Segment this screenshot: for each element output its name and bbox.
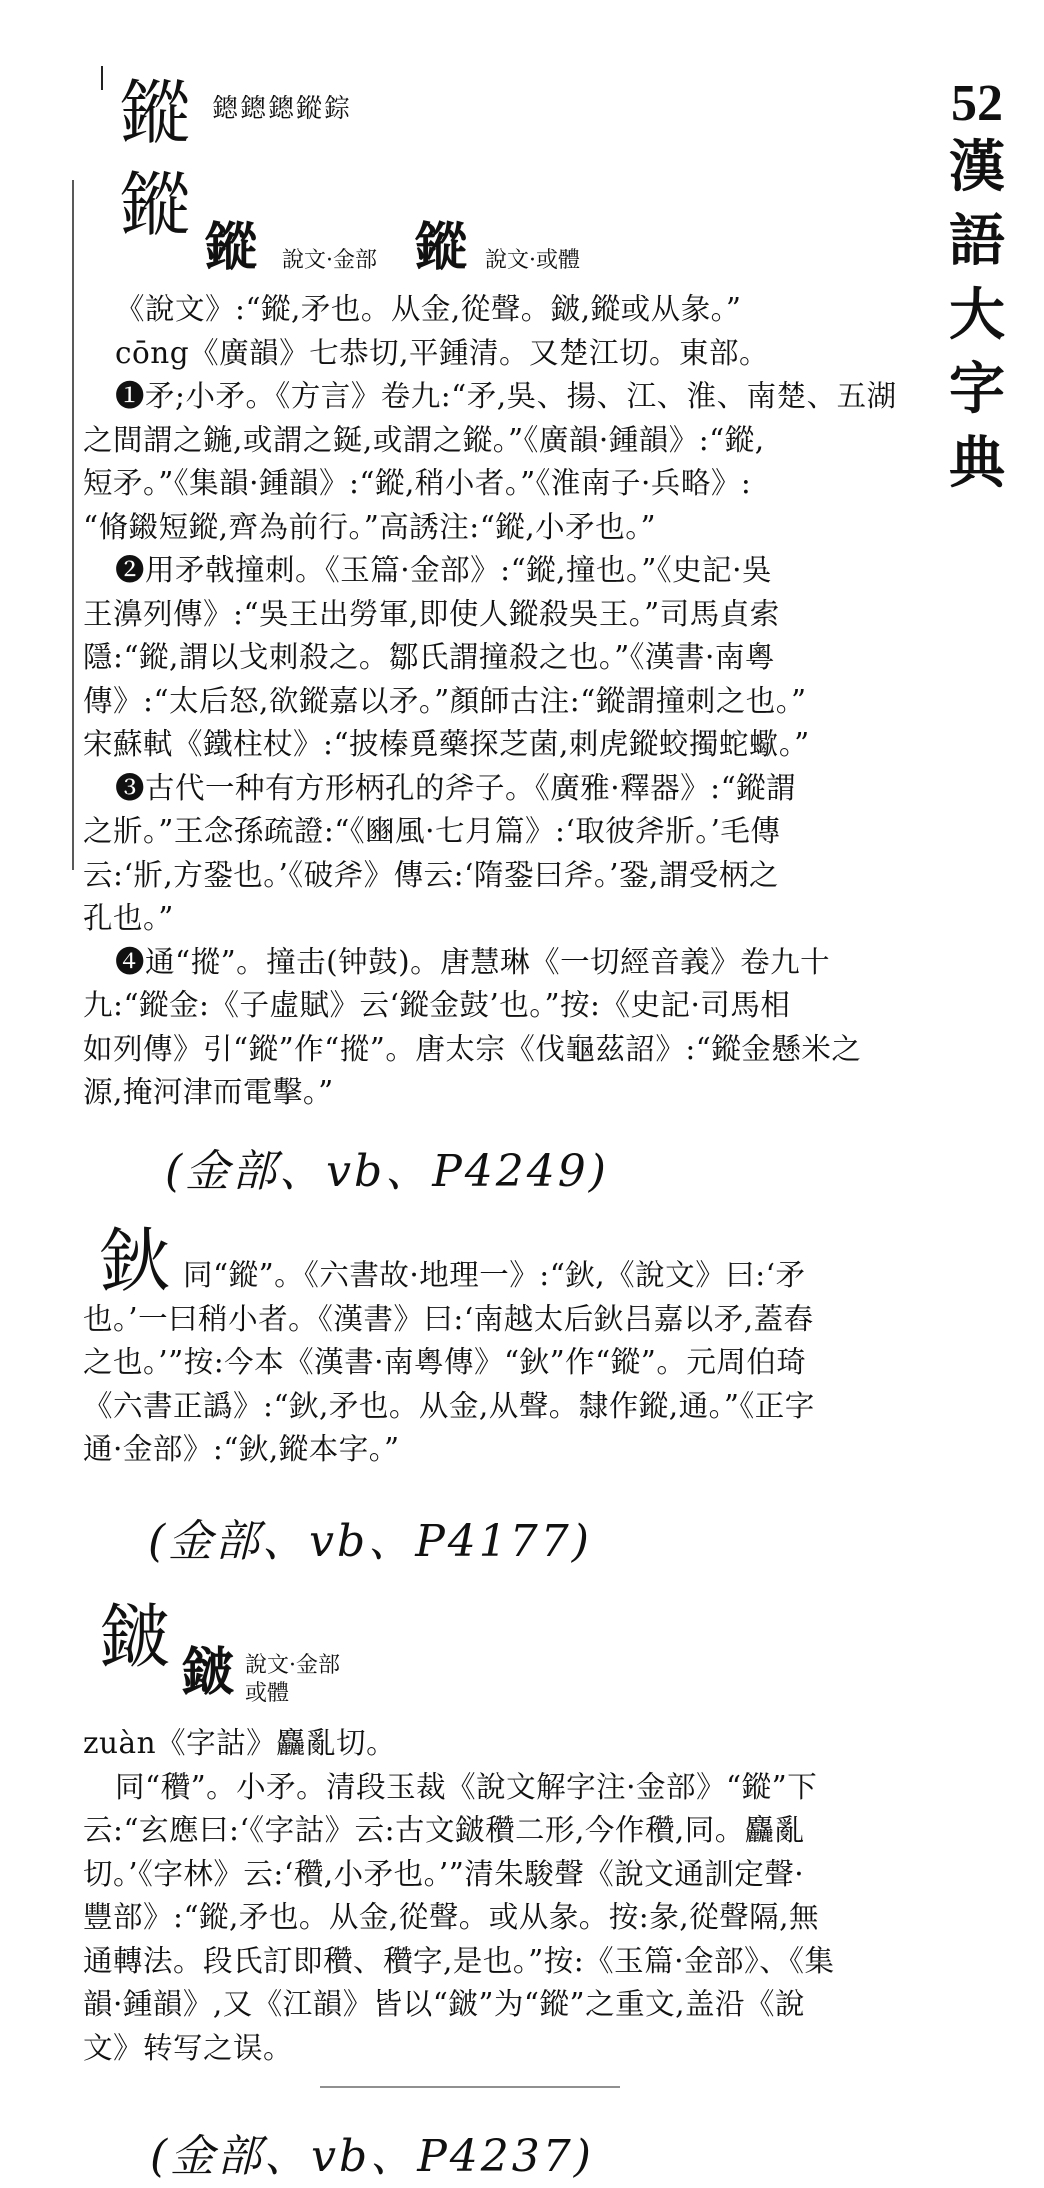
title-char-5: 典	[949, 430, 1005, 496]
entry2-line: 之也。’”按:今本《漢書·南粵傳》“鈥”作“鏦”。元周伯琦	[83, 1345, 807, 1379]
entry1-handwritten-note: (金部、vb、P4249)	[165, 1146, 609, 1197]
margin-tick	[101, 66, 103, 90]
entry3-line: 韻·鍾韻》,又《江韻》皆以“𨨏”为“鏦”之重文,盖沿《說	[83, 1987, 805, 2021]
entry1-line: 王濞列傳》:“吳王出勞軍,即使人鏦殺吳王。”司馬貞索	[83, 596, 780, 631]
entry2-line: 也。’一曰稍小者。《漢書》曰:‘南越太后鈥吕嘉以矛,蓋舂	[83, 1301, 814, 1336]
entry1-line: 如列傳》引“鏦”作“摐”。唐太宗《伐龜茲詔》:“鏦金懸米之	[83, 1031, 862, 1066]
title-char-4: 字	[949, 356, 1005, 422]
entry3-line: 文》转写之误。	[83, 2030, 294, 2065]
entry3-line: 切。’《字林》云:‘穳,小矛也。’”清朱駿聲《說文通訓定聲·	[83, 1856, 805, 1891]
entry1-line: 源,掩河津而電擊。”	[83, 1075, 334, 1109]
entry1-line: ❹通“摐”。撞击(钟鼓)。唐慧琳《一切經音義》卷九十	[115, 944, 831, 979]
entry1-line: 《說文》:“鏦,矛也。从金,從聲。𨨏,鏦或从彖。”	[115, 292, 742, 326]
entry1-line: ❷用矛戟撞刺。《玉篇·金部》:“鏦,撞也。”《史記·吳	[115, 553, 772, 587]
entry1-headword: 鏦	[120, 164, 190, 246]
entry3-definition	[83, 1722, 913, 2070]
entry3-line: zuàn《字詁》麤亂切。	[83, 1726, 397, 1760]
margin-rule	[72, 180, 74, 870]
entry3-seal-glyph: 𨨏	[182, 1642, 235, 1703]
entry2-line: 同“鏦”。《六書故·地理一》:“鈥,《說文》曰:‘矛	[183, 1258, 806, 1292]
entry2-handwritten-note: (金部、vb、P4177)	[148, 1516, 592, 1567]
title-char-1: 漢	[949, 134, 1005, 200]
title-char-3: 大	[949, 282, 1005, 348]
entry1-line: cōng《廣韻》七恭切,平鍾清。又楚江切。東部。	[115, 335, 770, 370]
entry2-headword: 鈥	[100, 1220, 170, 1302]
entry1-line: 孔也。”	[83, 901, 174, 935]
entry3-seal-label-variant: 或體	[245, 1681, 290, 1706]
entry1-line: 宋蘇軾《鐵柱杖》:“披榛覓藥探芝菌,刺虎鏦蛟擉蛇蠍。”	[83, 727, 810, 761]
entry1-line: 隱:“鏦,謂以戈刺殺之。鄒氏謂撞殺之也。”《漢書·南粵	[83, 640, 775, 674]
title-char-2: 語	[949, 208, 1005, 274]
entry1-definition	[83, 288, 913, 1115]
entry1-seal-glyph: 鏦	[205, 217, 258, 278]
side-title	[944, 75, 1010, 500]
entry1-variant-seal-label: 說文·或體	[485, 248, 580, 273]
entry3-line: 豐部》:“鏦,矛也。从金,從聲。或从彖。按:彖,從聲隔,無	[83, 1900, 819, 1934]
entry3-seal-label: 說文·金部	[245, 1653, 340, 1678]
entry1-variant-seal-glyph: 鏦	[415, 217, 468, 278]
entry1-line: “脩鎩短鏦,齊為前行。”高誘注:“鏦,小矛也。”	[83, 509, 657, 544]
entry1-headword-small: 鏦	[120, 72, 190, 154]
scan-divider	[320, 2086, 620, 2088]
dictionary-volume-number: 52	[951, 75, 1003, 132]
entry1-line: 之間謂之鍦,或謂之鋋,或謂之鏦。”《廣韻·鍾韻》:“鏦,	[83, 422, 765, 457]
entry1-line: ❸古代一种有方形柄孔的斧子。《廣雅·釋器》:“鏦謂	[115, 770, 797, 805]
entry3-line: 同“穳”。小矛。清段玉裁《說文解字注·金部》“鏦”下	[115, 1769, 818, 1804]
entry1-line: 傳》:“太后怒,欲鏦嘉以矛。”顏師古注:“鏦謂撞刺之也。”	[83, 683, 807, 718]
entry1-line: 云:‘斨,方銎也。’《破斧》傳云:‘隋銎曰斧。’銎,謂受柄之	[83, 857, 779, 892]
entry3-headword: 𨨏	[100, 1596, 170, 1678]
entry3-handwritten-note: (金部、vb、P4237)	[150, 2131, 594, 2182]
entry2-line: 《六書正譌》:“鈥,矛也。从金,从聲。隸作鏦,通。”《正字	[83, 1388, 815, 1423]
entry1-line: 短矛。”《集韻·鍾韻》:“鏦,稍小者。”《淮南子·兵略》:	[83, 466, 752, 500]
entry1-variant-forms: 鏓鏓鏓鏦錝	[212, 94, 353, 124]
entry3-line: 通轉法。段氏訂即穳、穳字,是也。”按:《玉篇·金部》、《集	[83, 1943, 835, 1978]
entry1-line: ❶矛;小矛。《方言》卷九:“矛,吳、揚、江、淮、南楚、五湖	[115, 379, 897, 413]
entry2-definition	[83, 1254, 913, 1472]
entry2-line: 通·金部》:“鈥,鏦本字。”	[83, 1432, 400, 1466]
entry3-line: 云:“玄應曰:‘《字詁》云:古文𨨏穳二形,今作穳,同。麤亂	[83, 1813, 805, 1847]
entry1-line: 九:“鏦金:《子虛賦》云‘鏦金鼓’也。”按:《史記·司馬相	[83, 988, 791, 1022]
entry1-line: 之斨。”王念孫疏證:“《豳風·七月篇》:‘取彼斧斨。’毛傳	[83, 814, 781, 848]
entry1-seal-label: 說文·金部	[282, 248, 377, 273]
